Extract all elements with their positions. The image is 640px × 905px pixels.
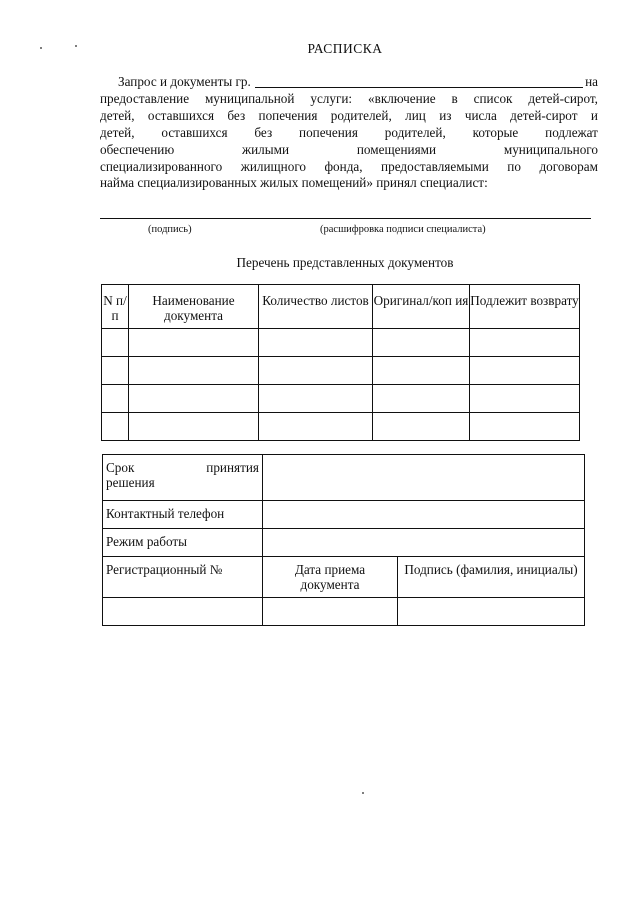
col-return-header: Подлежит возврату [470,285,580,329]
intro-word: услуги: [310,90,353,106]
documents-empty-cell [102,413,129,441]
documents-empty-cell [373,385,470,413]
signature-line [100,218,591,219]
intro-word: детей-сирот [510,107,578,123]
col-original-copy-header: Оригинал/коп ия [373,285,470,329]
documents-empty-cell [470,357,580,385]
scan-speck [362,792,364,794]
registration-value-row [103,598,585,626]
intro-word: попечения [299,124,358,140]
intro-word: «включение [368,90,436,106]
intro-word: обеспечению [100,141,175,157]
term-label-line2: решения [106,475,155,490]
intro-word: детей, [100,107,135,123]
intro-word: детей, [100,124,135,140]
intro-line [100,91,598,108]
col-sheets-header: Количество листов [259,285,373,329]
intro-word: без [227,107,246,123]
intro-word: муниципальной [204,90,295,106]
hours-value-cell [263,529,585,557]
documents-empty-cell [470,413,580,441]
documents-empty-cell [470,329,580,357]
term-word-2: принятия [206,460,259,475]
intro-word: муниципального [503,141,598,157]
documents-empty-cell [259,357,373,385]
registration-number-label: Регистрационный № [103,557,263,598]
intro-word: фонда, [324,158,363,174]
phone-row [103,501,585,529]
intro-line [100,142,598,159]
phone-label: Контактный телефон [103,501,263,529]
receipt-date-label: Дата приема документа [263,557,398,598]
documents-empty-cell [259,329,373,357]
documents-empty-cell [373,329,470,357]
citizen-name-blank [255,74,583,88]
intro-word: предоставляемыми [381,158,489,174]
intro-word: лиц [405,107,426,123]
intro-word: помещениями [356,141,437,157]
intro-word: оставшихся [161,124,228,140]
documents-empty-cell [129,413,259,441]
intro-word: и [590,107,598,123]
intro-word: из [439,107,452,123]
documents-empty-cell [470,385,580,413]
term-row [103,455,585,501]
documents-empty-row [102,329,580,357]
signature-caption: (подпись) [148,224,192,235]
phone-value-cell [263,501,585,529]
intro-word: предоставление [100,90,190,106]
document-title: РАСПИСКА [307,41,383,56]
term-label-line [106,460,259,475]
registration-number-cell [103,598,263,626]
intro-last-line: найма специализированных жилых помещений» принял специалист: [100,175,488,191]
hours-row [103,529,585,557]
signature-name-label: Подпись (фамилия, инициалы) [398,557,585,598]
col-number-header: N п/п [102,285,129,329]
documents-list-title: Перечень представленных документов [236,255,454,270]
intro-word: числа [464,107,497,123]
documents-empty-row [102,385,580,413]
intro-word: подлежат [545,124,598,140]
intro-end: на [585,74,598,89]
intro-word: в [451,90,458,106]
intro-word: жилищного [240,158,307,174]
receipt-date-cell [263,598,398,626]
registration-header-row [103,557,585,598]
documents-empty-cell [129,385,259,413]
intro-start: Запрос и документы гр. [118,74,251,89]
intro-justified-lines [100,91,598,176]
signature-decode-caption: (расшифровка подписи специалиста) [320,224,486,235]
intro-line [100,108,598,125]
documents-empty-cell [259,413,373,441]
documents-empty-row [102,413,580,441]
documents-empty-cell [102,329,129,357]
documents-empty-cell [259,385,373,413]
documents-empty-cell [102,357,129,385]
documents-table [101,284,580,441]
term-word-1: Срок [106,460,135,475]
intro-word: специализированного [100,158,223,174]
documents-empty-cell [373,413,470,441]
intro-paragraph [100,74,598,192]
intro-word: договорам [539,158,598,174]
term-value-cell [263,455,585,501]
intro-line [100,74,598,91]
documents-empty-cell [373,357,470,385]
term-label-cell [103,455,263,501]
hours-label: Режим работы [103,529,263,557]
intro-line [100,125,598,142]
intro-word: детей-сирот, [528,90,598,106]
col-name-header: Наименование документа [129,285,259,329]
intro-word: родителей, [330,107,392,123]
documents-header-row [102,285,580,329]
intro-word: которые [472,124,519,140]
documents-empty-row [102,357,580,385]
intro-word: без [254,124,273,140]
intro-word: родителей, [384,124,446,140]
decision-info-table [102,454,585,626]
signature-name-cell [398,598,585,626]
documents-empty-cell [102,385,129,413]
intro-word: попечения [258,107,318,123]
intro-word: список [473,90,513,106]
documents-empty-cell [129,329,259,357]
intro-line [100,159,598,176]
documents-table-body [102,329,580,441]
documents-empty-cell [129,357,259,385]
intro-word: жилыми [242,141,290,157]
intro-word: по [507,158,521,174]
intro-word: оставшихся [147,107,215,123]
